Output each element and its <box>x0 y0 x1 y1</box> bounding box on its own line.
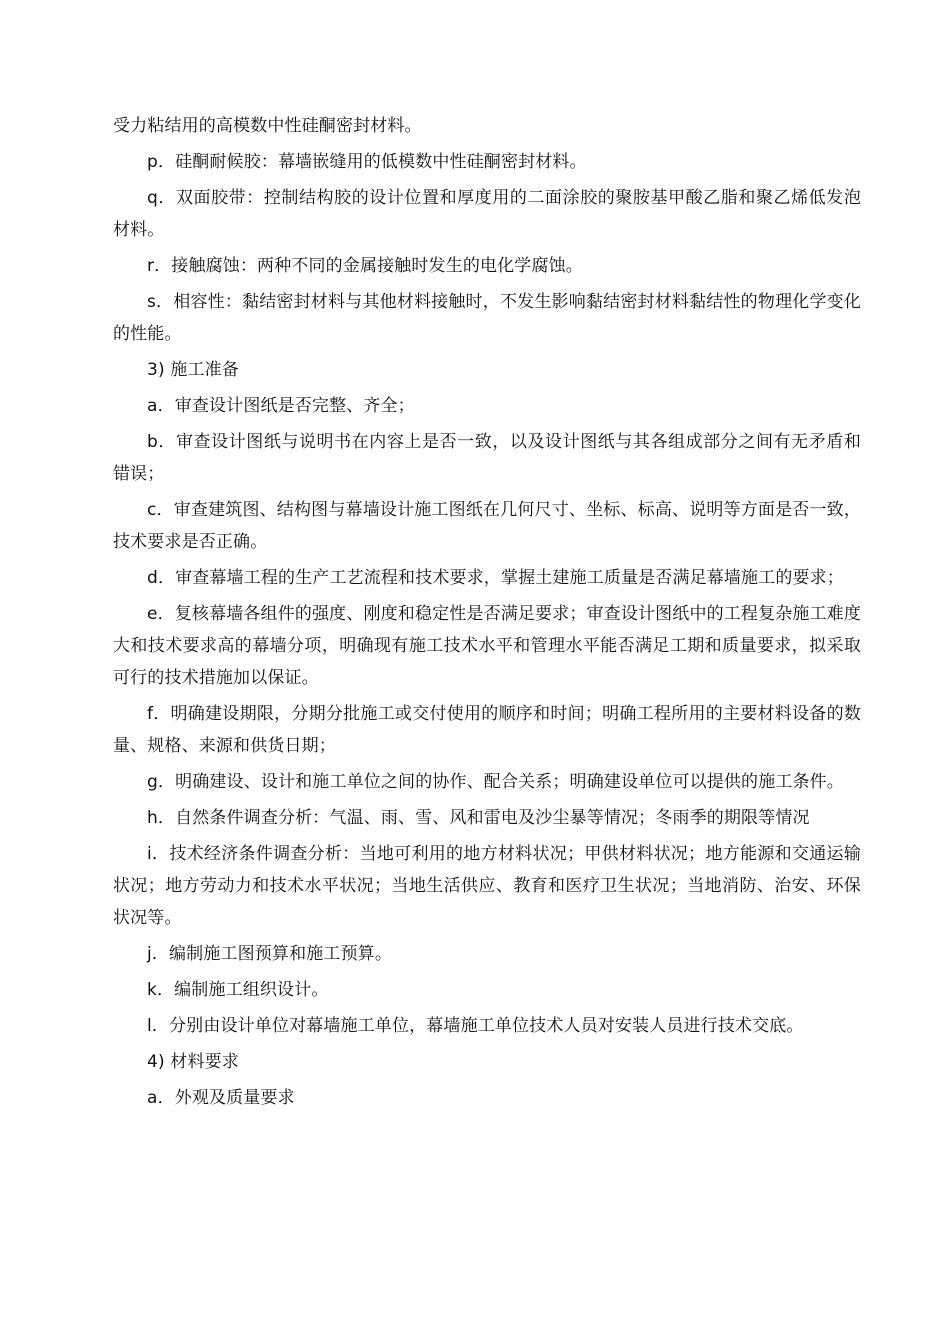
paragraph-c-review-architecture: c．审查建筑图、结构图与幕墙设计施工图纸在几何尺寸、坐标、标高、说明等方面是否一致，技术要求是否正确。 <box>113 500 861 552</box>
paragraph-b-review-consistency: b．审查设计图纸与说明书在内容上是否一致，以及设计图纸与其各组成部分之间有无矛盾和错误； <box>113 432 861 484</box>
paragraph-a-review-drawings: a．审查设计图纸是否完整、齐全； <box>147 396 415 416</box>
section-heading-material-requirements: 4) 材料要求 <box>147 1052 239 1072</box>
paragraph-d-review-process: d．审查幕墙工程的生产工艺流程和技术要求，掌握土建施工质量是否满足幕墙施工的要求； <box>147 568 844 588</box>
paragraph-continuation: 受力粘结用的高模数中性硅酮密封材料。 <box>113 116 422 136</box>
paragraph-h-natural-conditions: h．自然条件调查分析：气温、雨、雪、风和雷电及沙尘暴等情况；冬雨季的期限等情况 <box>147 808 810 828</box>
paragraph-e-check-components: e．复核幕墙各组件的强度、刚度和稳定性是否满足要求；审查设计图纸中的工程复杂施工难度大和技术要求高的幕墙分项，明确现有施工技术水平和管理水平能否满足工期和质量要求，拟采取可行的技术措施加以保证。 <box>113 604 861 688</box>
paragraph-r-contact-corrosion: r．接触腐蚀：两种不同的金属接触时发生的电化学腐蚀。 <box>147 256 583 276</box>
paragraph-q-double-sided-tape: q．双面胶带：控制结构胶的设计位置和厚度用的二面涂胶的聚胺基甲酸乙脂和聚乙烯低发泡材料。 <box>113 188 861 240</box>
paragraph-k-organization-design: k．编制施工组织设计。 <box>147 980 329 1000</box>
paragraph-j-budget: j．编制施工图预算和施工预算。 <box>147 944 392 964</box>
paragraph-f-construction-period: f．明确建设期限，分期分批施工或交付使用的顺序和时间；明确工程所用的主要材料设备的数量、规格、来源和供货日期； <box>113 704 861 756</box>
paragraph-s-compatibility: s．相容性：黏结密封材料与其他材料接触时，不发生影响黏结密封材料黏结性的物理化学变化的性能。 <box>113 292 861 344</box>
paragraph-g-coordination: g．明确建设、设计和施工单位之间的协作、配合关系；明确建设单位可以提供的施工条件。 <box>147 772 844 792</box>
paragraph-i-economic-conditions: i．技术经济条件调查分析：当地可利用的地方材料状况；甲供材料状况；地方能源和交通运输状况；地方劳动力和技术水平状况；当地生活供应、教育和医疗卫生状况；当地消防、治安、环保状况等。 <box>113 844 861 928</box>
paragraph-p-silicone-weather-sealant: p．硅酮耐候胶：幕墙嵌缝用的低模数中性硅酮密封材料。 <box>147 152 587 172</box>
paragraph-a-appearance-quality: a．外观及质量要求 <box>147 1088 295 1108</box>
section-heading-construction-preparation: 3) 施工准备 <box>147 360 239 380</box>
paragraph-l-technical-briefing: l．分别由设计单位对幕墙施工单位，幕墙施工单位技术人员对安装人员进行技术交底。 <box>147 1016 804 1036</box>
